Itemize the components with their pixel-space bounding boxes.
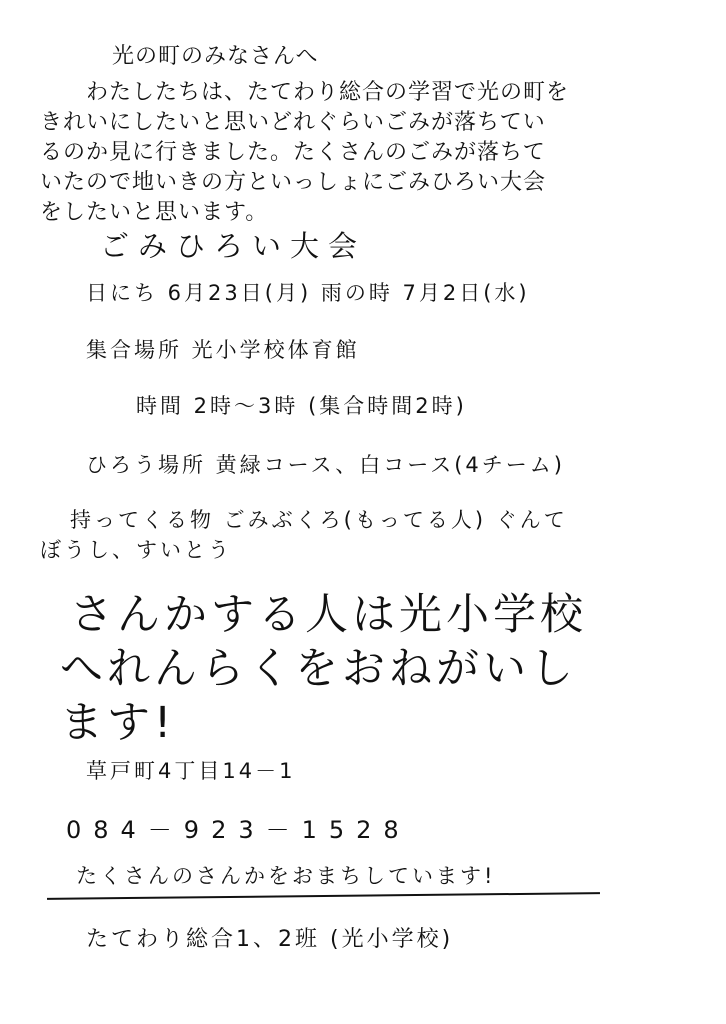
items-to-bring-line-1: 持ってくる物 ごみぶくろ(もってる人) ぐんて — [70, 508, 568, 532]
closing-message: たくさんのさんかをおまちしています! — [76, 864, 496, 888]
request-line-1: さんかする人は光小学校 — [70, 590, 587, 640]
signature: たてわり総合1、2班 (光小学校) — [86, 927, 454, 952]
items-to-bring-line-2: ぼうし、すいとう — [40, 538, 232, 562]
event-date: 日にち 6月23日(月) 雨の時 7月2日(水) — [86, 281, 530, 305]
event-place: 集合場所 光小学校体育館 — [86, 338, 360, 362]
letter-body-line-1: わたしたちは、たてわり総合の学習で光の町を — [86, 80, 570, 105]
letter-body-line-3: るのか見に行きました。たくさんのごみが落ちて — [40, 140, 546, 165]
school-phone: 084－923－1528 — [66, 816, 411, 844]
event-time: 時間 2時〜3時 (集合時間2時) — [136, 394, 467, 418]
request-line-3: ます! — [60, 698, 176, 748]
school-address: 草戸町4丁目14－1 — [86, 759, 296, 783]
request-line-2: へれんらくをおねがいし — [60, 644, 577, 694]
letter-body-line-4: いたので地いきの方といっしょにごみひろい大会 — [40, 170, 547, 195]
event-course: ひろう場所 黄緑コース、白コース(4チーム) — [86, 453, 565, 477]
letter-body-line-5: をしたいと思います。 — [40, 200, 269, 225]
event-title: ごみひろい大会 — [100, 229, 367, 263]
salutation: 光の町のみなさんへ — [112, 44, 319, 69]
closing-underline — [47, 892, 600, 900]
letter-body-line-2: きれいにしたいと思いどれぐらいごみが落ちてい — [40, 110, 546, 135]
